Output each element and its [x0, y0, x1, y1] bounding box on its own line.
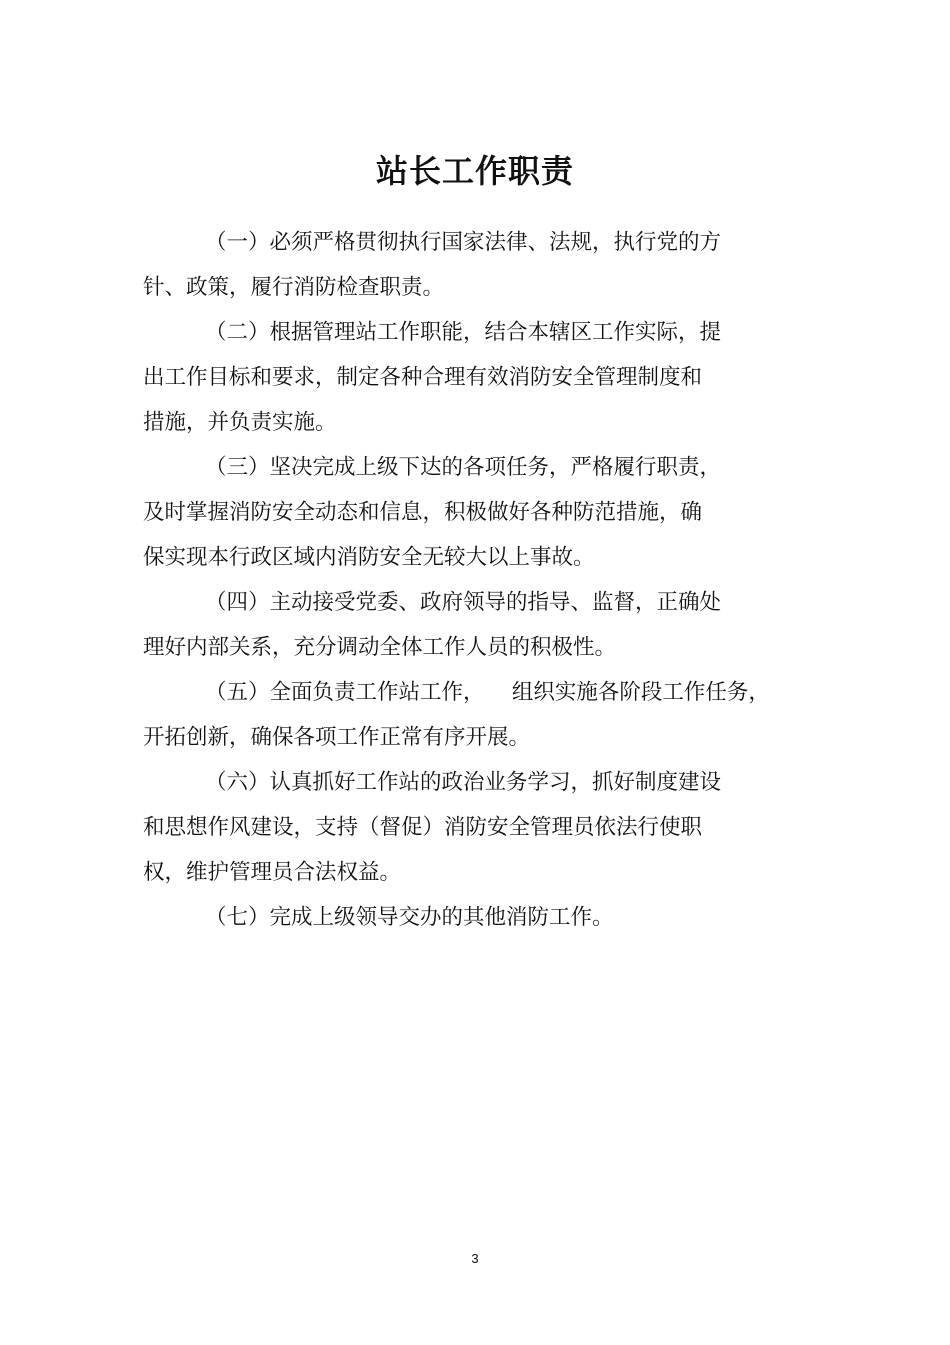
paragraph-7 [143, 895, 803, 940]
paragraph-1 [143, 220, 803, 310]
document-title: 站长工作职责 [375, 152, 574, 191]
document-body [143, 220, 803, 940]
paragraph-line: （六）认真抓好工作站的政治业务学习，抓好制度建设 [205, 770, 722, 795]
paragraph-5 [143, 670, 803, 760]
paragraph-2 [143, 310, 803, 445]
paragraph-line: 和思想作风建设，支持（督促）消防安全管理员依法行使职 [143, 815, 703, 840]
paragraph-line: 保实现本行政区域内消防安全无较大以上事故。 [143, 545, 595, 570]
paragraph-line: （四）主动接受党委、政府领导的指导、监督，正确处 [205, 590, 722, 615]
page-number: 3 [471, 1251, 479, 1266]
paragraph-line: 权，维护管理员合法权益。 [143, 860, 402, 885]
paragraph-line: 开拓创新，确保各项工作正常有序开展。 [143, 725, 531, 750]
paragraph-3 [143, 445, 803, 580]
paragraph-line: （七）完成上级领导交办的其他消防工作。 [205, 905, 614, 930]
paragraph-line: （五）全面负责工作站工作， 组织实施各阶段工作任务， [205, 680, 770, 705]
paragraph-6 [143, 760, 803, 895]
paragraph-line: （三）坚决完成上级下达的各项任务，严格履行职责， [205, 455, 722, 480]
paragraph-line: 措施，并负责实施。 [143, 410, 337, 435]
paragraph-line: 理好内部关系，充分调动全体工作人员的积极性。 [143, 635, 617, 660]
paragraph-line: 及时掌握消防安全动态和信息，积极做好各种防范措施，确 [143, 500, 703, 525]
paragraph-line: 针、政策，履行消防检查职责。 [143, 275, 445, 300]
paragraph-line: （二）根据管理站工作职能，结合本辖区工作实际，提 [205, 320, 722, 345]
paragraph-line: 出工作目标和要求，制定各种合理有效消防安全管理制度和 [143, 365, 703, 390]
paragraph-line: （一）必须严格贯彻执行国家法律、法规，执行党的方 [205, 230, 722, 255]
paragraph-4 [143, 580, 803, 670]
